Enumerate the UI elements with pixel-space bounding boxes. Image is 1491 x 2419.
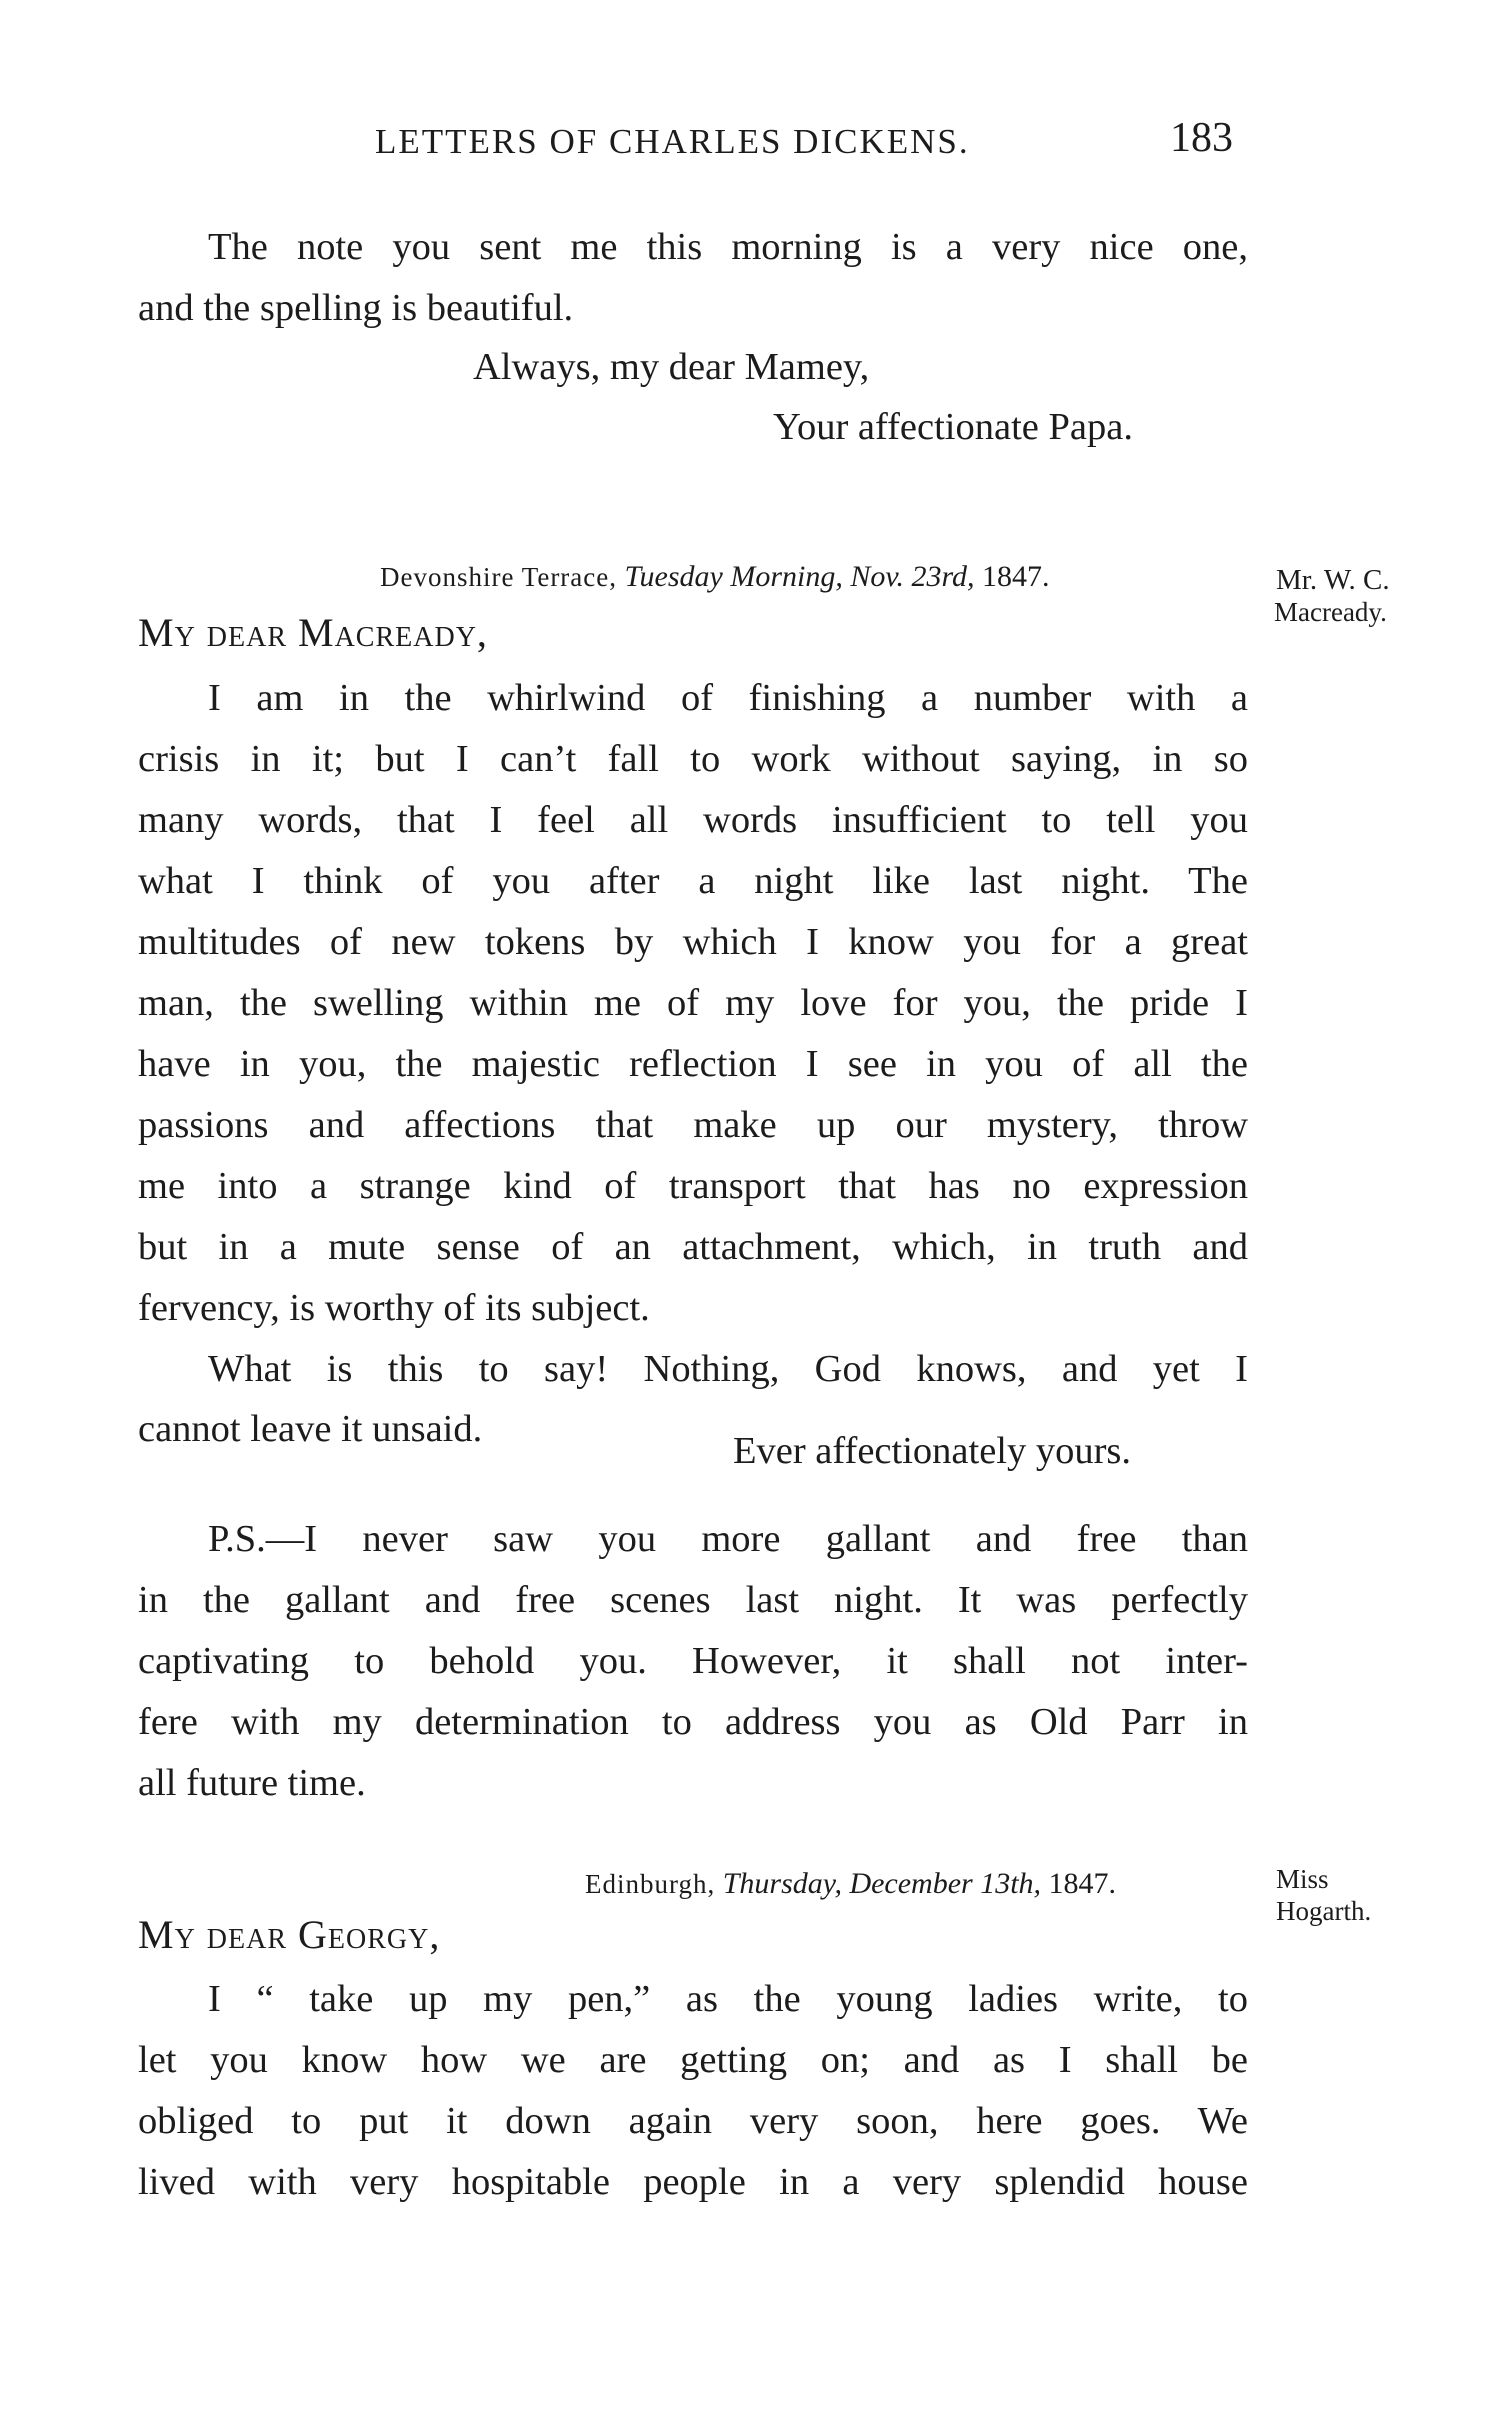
postscript-line: fere with my determination to address you as Old Parr in [138, 1701, 1248, 1743]
running-title: LETTERS OF CHARLES DICKENS. [375, 122, 970, 161]
macready-text-line: have in you, the majestic reflection I see in you of all the [138, 1043, 1248, 1085]
macready-text-line: I am in the whirlwind of finishing a number with a [208, 677, 1248, 719]
dateline-date: Tuesday Morning, Nov. 23rd, [624, 560, 975, 593]
georgy-text-line: I “ take up my pen,” as the young ladies write, to [208, 1978, 1248, 2020]
margin-note-hogarth [1276, 1863, 1371, 1927]
mamey-letter-line: and the spelling is beautiful. [138, 287, 574, 329]
macready-text-line: many words, that I feel all words insufficient to tell you [138, 799, 1248, 841]
mamey-closing: Always, my dear Mamey, [473, 346, 870, 388]
georgy-text-line: obliged to put it down again very soon, here goes. We [138, 2100, 1248, 2142]
macready-text-line: passions and affections that make up our mystery, throw [138, 1104, 1248, 1146]
margin-note-line: Mr. W. C. [1276, 564, 1390, 596]
dateline-place: Edinburgh, [585, 1869, 716, 1899]
margin-note-macready [1276, 564, 1390, 628]
macready-text-line: me into a strange kind of transport that has no expression [138, 1165, 1248, 1207]
margin-note-line: Miss [1276, 1864, 1329, 1894]
postscript-line: captivating to behold you. However, it shall not inter- [138, 1640, 1248, 1682]
page-number: 183 [1170, 115, 1233, 161]
margin-note-line: Macready. [1274, 597, 1387, 627]
dateline-year: 1847. [982, 560, 1050, 593]
margin-note-line: Hogarth. [1276, 1896, 1372, 1926]
macready-text-line: crisis in it; but I can’t fall to work without saying, in so [138, 738, 1248, 780]
macready-text-line: cannot leave it unsaid. [138, 1408, 483, 1450]
georgy-dateline [585, 1865, 1116, 1903]
macready-text-line: but in a mute sense of an attachment, which, in truth and [138, 1226, 1248, 1268]
georgy-text-line: lived with very hospitable people in a very splendid house [138, 2161, 1248, 2203]
macready-text-line: fervency, is worthy of its subject. [138, 1287, 650, 1329]
georgy-salutation: My dear Georgy, [138, 1912, 441, 1957]
dateline-place: Devonshire Terrace, [380, 562, 618, 592]
macready-text-line: What is this to say! Nothing, God knows, and yet I [208, 1348, 1248, 1390]
postscript-line: P.S.—I never saw you more gallant and free than [208, 1518, 1248, 1560]
macready-text-line: what I think of you after a night like last night. The [138, 860, 1248, 902]
macready-closing: Ever affectionately yours. [733, 1430, 1132, 1472]
postscript-line: all future time. [138, 1762, 366, 1804]
macready-dateline [380, 558, 1050, 596]
macready-text-line: man, the swelling within me of my love for you, the pride I [138, 982, 1248, 1024]
dateline-year: 1847. [1048, 1867, 1117, 1900]
postscript-line: in the gallant and free scenes last night. It was perfectly [138, 1579, 1248, 1621]
georgy-text-line: let you know how we are getting on; and as I shall be [138, 2039, 1248, 2081]
macready-text-line: multitudes of new tokens by which I know you for a great [138, 921, 1248, 963]
macready-salutation: My dear Macready, [138, 610, 488, 655]
mamey-signature: Your affectionate Papa. [773, 406, 1133, 448]
dateline-date: Thursday, December 13th, [722, 1867, 1042, 1900]
mamey-letter-line: The note you sent me this morning is a very nice one, [208, 226, 1248, 268]
